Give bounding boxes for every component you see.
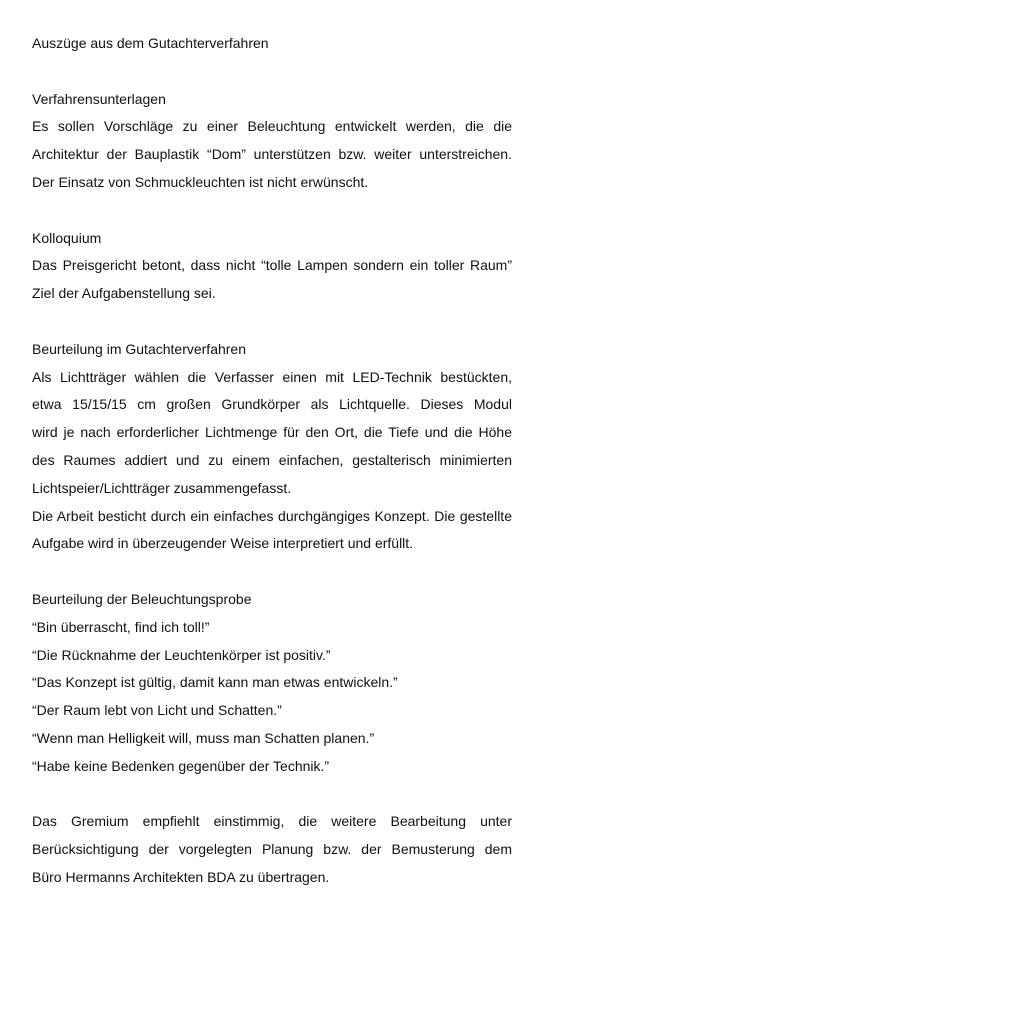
- paragraph-line: wird je nach erforderlicher Lichtmenge für den Ort, die Tiefe und die Höhe: [32, 424, 512, 441]
- section-heading-beurteilung-probe: Beurteilung der Beleuchtungsprobe: [32, 590, 252, 607]
- spacer: [32, 781, 512, 809]
- spacer: [32, 308, 512, 336]
- paragraph-line: des Raumes addiert und zu einem einfachen, gestalterisch minimierten: [32, 451, 512, 468]
- section-heading-verfahrensunterlagen: Verfahrensunterlagen: [32, 90, 166, 107]
- paragraph-line: Der Einsatz von Schmuckleuchten ist nicht erwünscht.: [32, 173, 369, 190]
- paragraph-line: Ziel der Aufgabenstellung sei.: [32, 285, 216, 302]
- paragraph-line: Aufgabe wird in überzeugender Weise interpretiert und erfüllt.: [32, 535, 414, 552]
- quote-line: “Die Rücknahme der Leuchtenkörper ist positiv.”: [32, 646, 331, 663]
- paragraph-line: Architektur der Bauplastik “Dom” unterstützen bzw. weiter unterstreichen.: [32, 146, 512, 163]
- paragraph-line: Büro Hermanns Architekten BDA zu übertragen.: [32, 868, 330, 885]
- paragraph-line: Die Arbeit besticht durch ein einfaches durchgängiges Konzept. Die gestellte: [32, 507, 512, 524]
- section-heading-kolloquium: Kolloquium: [32, 229, 102, 246]
- quote-line: “Wenn man Helligkeit will, muss man Schatten planen.”: [32, 729, 375, 746]
- spacer: [32, 58, 512, 86]
- paragraph-line: Das Gremium empfiehlt einstimmig, die weitere Bearbeitung unter: [32, 813, 512, 830]
- paragraph-line: Berücksichtigung der vorgelegten Planung bzw. der Bemusterung dem: [32, 841, 512, 858]
- paragraph-line: etwa 15/15/15 cm großen Grundkörper als Lichtquelle. Dieses Modul: [32, 396, 512, 413]
- quote-line: “Habe keine Bedenken gegenüber der Technik.”: [32, 757, 330, 774]
- section-heading-beurteilung-gutachter: Beurteilung im Gutachterverfahren: [32, 340, 246, 357]
- paragraph-line: Lichtspeier/Lichtträger zusammengefasst.: [32, 479, 292, 496]
- document-title: Auszüge aus dem Gutachterverfahren: [32, 35, 269, 51]
- quote-line: “Bin überrascht, find ich toll!”: [32, 618, 210, 635]
- paragraph-line: Das Preisgericht betont, dass nicht “tolle Lampen sondern ein toller Raum”: [32, 257, 512, 274]
- paragraph-line: Als Lichtträger wählen die Verfasser einen mit LED-Technik bestückten,: [32, 368, 512, 385]
- quote-line: “Das Konzept ist gültig, damit kann man etwas entwickeln.”: [32, 674, 398, 691]
- paragraph-line: Es sollen Vorschläge zu einer Beleuchtung entwickelt werden, die die: [32, 118, 512, 135]
- spacer: [32, 558, 512, 586]
- spacer: [32, 197, 512, 225]
- quote-line: “Der Raum lebt von Licht und Schatten.”: [32, 702, 282, 719]
- document-page: [32, 30, 512, 892]
